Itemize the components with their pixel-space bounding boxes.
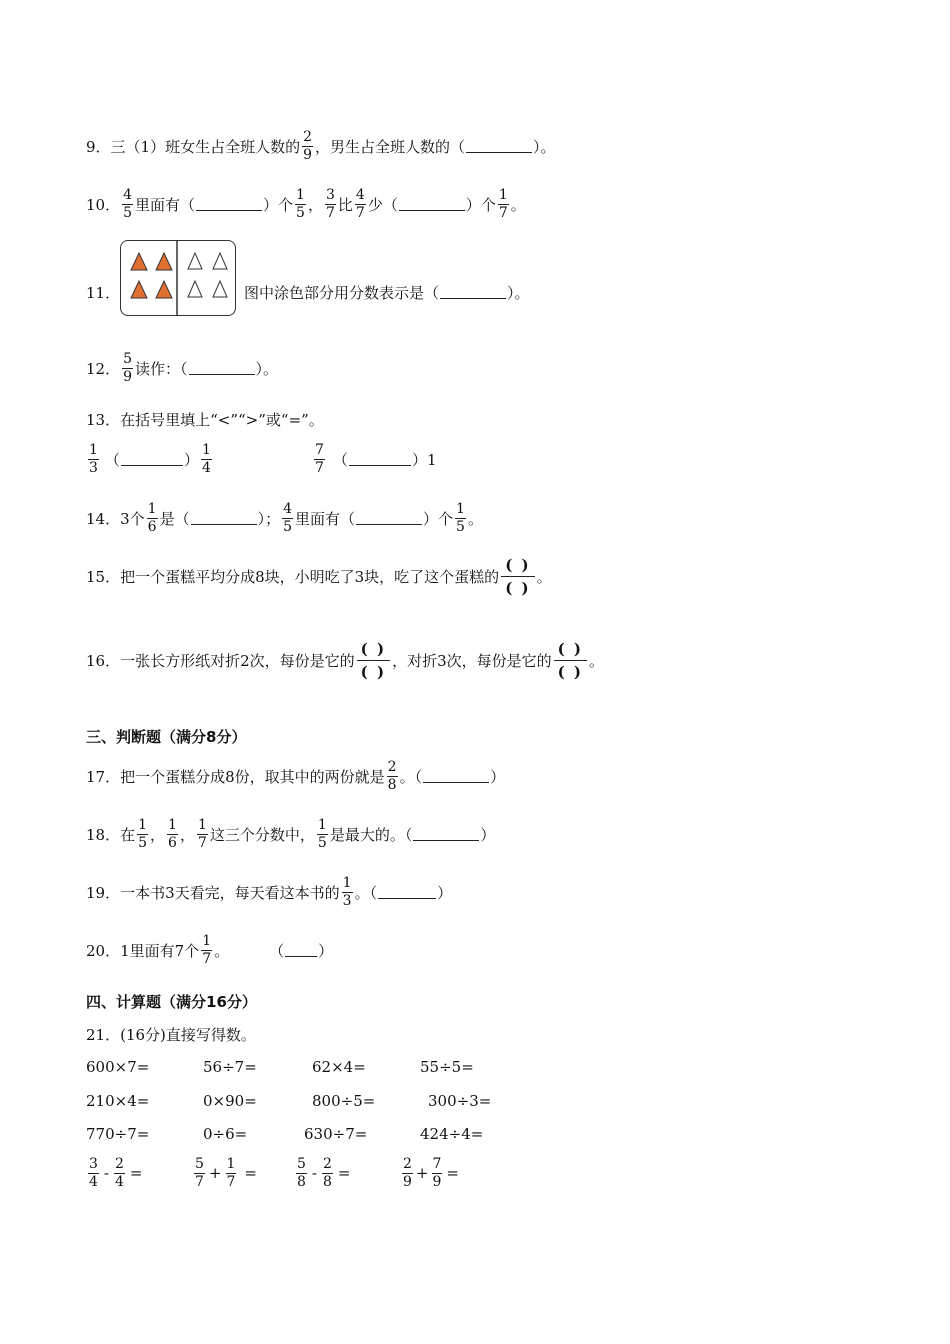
blank-fraction[interactable]: $\frac{( )}{( )}$ [554, 640, 587, 681]
fraction: $\frac{1}{3}$ [342, 875, 352, 909]
question-15: 15．把一个蛋糕平均分成8块，小明吃了3块，吃了这个蛋糕的 $\frac{( )}{( )}$ 。 [86, 556, 552, 597]
question-12: 12． $\frac{5}{9}$ 读作：（ ）。 [86, 351, 279, 385]
fraction: $\frac{3}{7}$ [325, 187, 335, 221]
question-20: 20．1里面有7个 $\frac{1}{7}$ 。 （ ） [86, 933, 334, 967]
fraction-calc: $\frac{3}{4}$ - $\frac{2}{4}$ = [89, 1156, 143, 1190]
calc-item: 424÷4= [420, 1125, 484, 1143]
answer-blank[interactable] [191, 512, 257, 525]
fraction: $\frac{1}{3}$ [89, 442, 98, 476]
question-13: 13．在括号里填上“<”“>”或“=”。 [86, 411, 324, 429]
fraction-calc: $\frac{2}{9}$ + $\frac{7}{9}$ = [403, 1156, 459, 1190]
empty-triangle [213, 281, 227, 297]
empty-triangle [213, 253, 227, 269]
calc-item: 55÷5= [420, 1058, 474, 1076]
fraction: $\frac{4}{5}$ [283, 501, 293, 535]
fraction: $\frac{1}{5}$ [138, 817, 148, 851]
answer-blank[interactable] [413, 828, 479, 841]
triangle-grid [121, 241, 235, 315]
shaded-triangle [156, 281, 172, 298]
answer-blank[interactable] [399, 198, 465, 211]
fraction: $\frac{3}{4}$ [89, 1156, 98, 1190]
fraction: $\frac{1}{6}$ [168, 817, 177, 851]
answer-blank[interactable] [349, 453, 411, 466]
answer-blank[interactable] [378, 886, 436, 899]
blank-fraction[interactable]: $\frac{( )}{( )}$ [501, 556, 534, 597]
compare-b: $\frac{7}{7}$ （ ）1 [315, 442, 437, 476]
question-21: 21．(16分)直接写得数。 [86, 1026, 256, 1044]
calc-item: 770÷7= [86, 1125, 150, 1143]
fraction: $\frac{2}{8}$ [387, 759, 397, 793]
fraction: $\frac{1}{7}$ [197, 817, 207, 851]
fraction: $\frac{4}{7}$ [355, 187, 365, 221]
fraction: $\frac{2}{9}$ [403, 1156, 412, 1190]
fraction: $\frac{5}{8}$ [297, 1156, 306, 1190]
empty-triangle [188, 253, 202, 269]
shaded-triangle [156, 253, 172, 270]
triangle-figure [120, 240, 236, 316]
fraction-calc: $\frac{5}{8}$ - $\frac{2}{8}$ = [297, 1156, 351, 1190]
fraction-calc: $\frac{5}{7}$ + $\frac{1}{7}$ = [195, 1156, 257, 1190]
fraction: $\frac{1}{5}$ [456, 501, 465, 535]
question-17: 17．把一个蛋糕分成8份，取其中的两份就是 $\frac{2}{8}$ 。（ ） [86, 759, 506, 793]
question-16: 16．一张长方形纸对折2次，每份是它的 $\frac{( )}{( )}$ ，对折3次，每份是它的 $\frac{( )}{( )}$ 。 [86, 640, 605, 681]
fraction: $\frac{7}{7}$ [315, 442, 324, 476]
empty-triangle [188, 281, 202, 297]
shaded-triangle [131, 281, 147, 298]
fraction: $\frac{4}{5}$ [123, 187, 133, 221]
fraction: $\frac{1}{6}$ [147, 501, 157, 535]
fraction: $\frac{1}{5}$ [296, 187, 305, 221]
calc-item: 0÷6= [203, 1125, 248, 1143]
answer-blank[interactable] [440, 286, 506, 299]
question-10: 10． $\frac{4}{5}$ 里面有（ ）个 $\frac{1}{5}$ ， $\frac{3}{7}$ 比 $\frac{4}{7}$ 少（ ）个 $\frac{1}{7}$ 。 [86, 187, 526, 221]
calc-item: 600×7= [86, 1058, 150, 1076]
blank-fraction[interactable]: $\frac{( )}{( )}$ [357, 640, 390, 681]
question-11-number: 11． [86, 284, 121, 302]
calc-item: 630÷7= [304, 1125, 368, 1143]
shaded-triangle [131, 253, 147, 270]
fraction: $\frac{2}{9}$ [303, 129, 313, 163]
fraction: $\frac{1}{5}$ [317, 817, 327, 851]
calc-item: 0×90= [203, 1092, 257, 1110]
question-9: 9．三（1）班女生占全班人数的 $\frac{2}{9}$ ，男生占全班人数的（ ）。 [86, 129, 556, 163]
answer-blank[interactable] [466, 140, 532, 153]
fraction: $\frac{7}{9}$ [432, 1156, 442, 1190]
calc-item: 56÷7= [203, 1058, 257, 1076]
calc-item: 210×4= [86, 1092, 150, 1110]
fraction: $\frac{5}{7}$ [195, 1156, 204, 1190]
section-heading-judgement: 三、判断题（满分8分） [86, 728, 247, 746]
fraction: $\frac{2}{8}$ [323, 1156, 332, 1190]
question-19: 19．一本书3天看完，每天看这本书的 $\frac{1}{3}$ 。（ ） [86, 875, 453, 909]
fraction: $\frac{1}{7}$ [202, 933, 212, 967]
fraction: $\frac{1}{7}$ [226, 1156, 236, 1190]
calc-item: 62×4= [312, 1058, 366, 1076]
compare-a: $\frac{1}{3}$ （ ） $\frac{1}{4}$ [89, 442, 211, 476]
answer-blank[interactable] [356, 512, 422, 525]
fraction: $\frac{1}{4}$ [201, 442, 211, 476]
question-11-text: 图中涂色部分用分数表示是（ ）。 [244, 284, 530, 302]
fraction: $\frac{1}{7}$ [498, 187, 508, 221]
section-heading-calculation: 四、计算题（满分16分） [86, 993, 257, 1011]
fraction: $\frac{2}{4}$ [115, 1156, 124, 1190]
calc-item: 800÷5= [312, 1092, 376, 1110]
question-14: 14．3个 $\frac{1}{6}$ 是（ ）； $\frac{4}{5}$ 里面有（ ）个 $\frac{1}{5}$ 。 [86, 501, 483, 535]
fraction: $\frac{5}{9}$ [123, 351, 133, 385]
answer-blank[interactable] [423, 770, 489, 783]
answer-blank[interactable] [121, 453, 183, 466]
answer-blank[interactable] [285, 944, 317, 957]
answer-blank[interactable] [196, 198, 262, 211]
answer-blank[interactable] [189, 362, 255, 375]
question-18: 18．在 $\frac{1}{5}$ ， $\frac{1}{6}$ ， $\frac{1}{7}$ 这三个分数中， $\frac{1}{5}$ 是最大的。（ ） [86, 817, 496, 851]
calc-item: 300÷3= [428, 1092, 492, 1110]
